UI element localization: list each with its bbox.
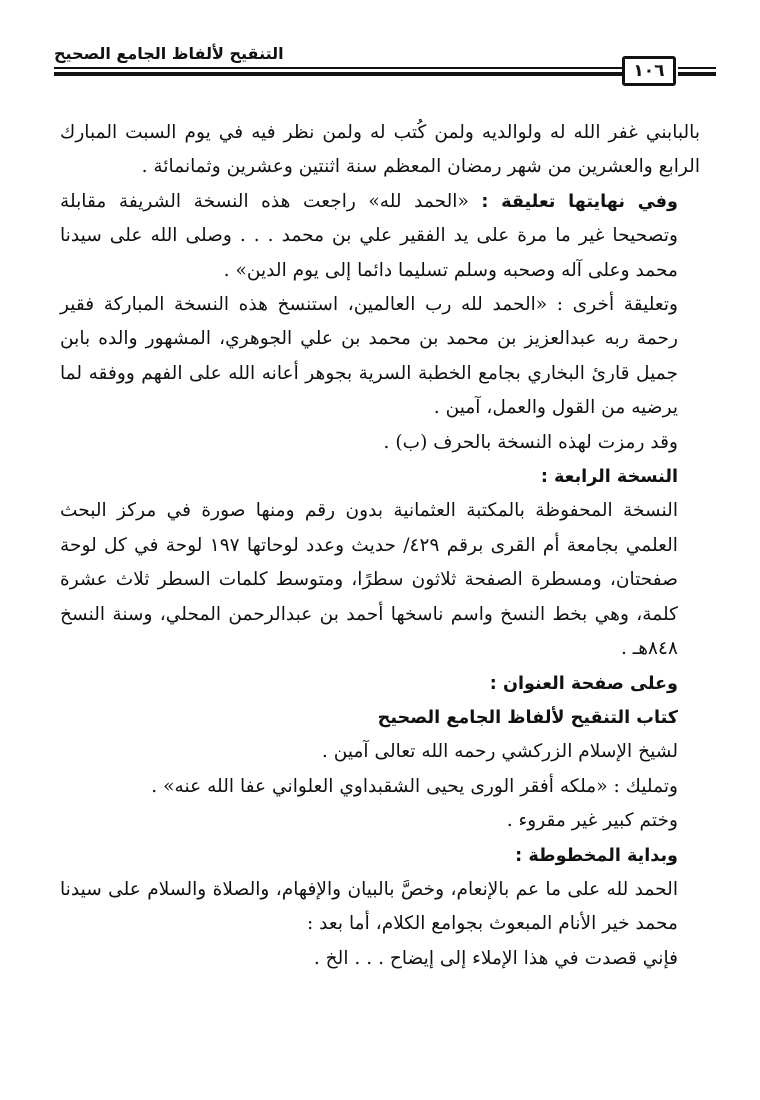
annotation-lead: وفي نهايتها تعليقة :: [481, 191, 678, 212]
page-header: [54, 44, 716, 86]
paragraph-opening: الحمد لله على ما عم بالإنعام، وخصَّ بالبيان والإفهام، والصلاة والسلام على سيدنا محمد خير الأنام المبعوث بجوامع الكلام، أما بعد :: [60, 878, 678, 935]
heading-book-title: كتاب التنقيح لألفاظ الجامع الصحيح: [377, 707, 678, 728]
annotation-text: «الحمد لله» راجعت هذه النسخة الشريفة مقابلة وتصحيحا غير ما مرة على يد الفقير علي بن محمد . . . وصلى الله على سيدنا محمد وعلى آله وصحبه وسلم تسليما دائما إلى يوم الدين» .: [60, 190, 678, 281]
paragraph-second-annotation: وتعليقة أخرى : «الحمد لله رب العالمين، استنسخ هذه النسخة المباركة فقير رحمة ربه عبدالعزيز بن محمد بن محمد بن علي الجوهري، المشهور والده بابن جميل قارئ البخاري بجامع الخطبة السرية بجوهر أعانه الله على الفهم ووفقه لما يرضيه من القول والعمل، آمين .: [60, 294, 678, 419]
paragraph-fourth-copy: النسخة المحفوظة بالمكتبة العثمانية بدون رقم ومنها صورة في مركز البحث العلمي بجامعة أم القرى برقم ٤٢٩/ حديث وعدد لوحاتها ١٩٧ لوحة في كل لوحة صفحتان، ومسطرة الصفحة ثلاثون سطرًا، ومتوسط كلمات السطر ثلاث عشرة كلمة، وهي بخط النسخ واسم ناسخها أحمد بن عبدالرحمن المحلي، وسنة النسخ ٨٤٨هـ .: [60, 500, 678, 660]
paragraph-annotation: [60, 185, 700, 288]
header-rule-right-thick: [678, 72, 716, 76]
header-rule-right-thin: [678, 67, 716, 69]
paragraph-colophon: بالبابني غفر الله له ولوالديه ولمن كُتب له ولمن نظر فيه في يوم السبت المبارك الرابع والعشرين من شهر رمضان المعظم سنة اثنتين وعشرين وثمانمائة .: [60, 122, 700, 178]
paragraph-author: لشيخ الإسلام الزركشي رحمه الله تعالى آمين .: [321, 741, 678, 763]
header-rule-thin: [54, 67, 624, 69]
paragraph-ownership: وتمليك : «ملكه أفقر الورى يحيى الشقبداوي العلواني عفا الله عنه» .: [151, 775, 678, 797]
running-title: التنقيح لألفاظ الجامع الصحيح: [54, 44, 284, 63]
paragraph-symbol-note: وقد رمزت لهذه النسخة بالحرف (ب) .: [383, 431, 678, 453]
heading-fourth-copy: النسخة الرابعة :: [540, 467, 678, 488]
header-rule-thick: [54, 72, 624, 76]
page-body: [60, 116, 700, 976]
paragraph-seal: وختم كبير غير مقروء .: [506, 810, 678, 832]
page-number: ١٠٦: [622, 56, 676, 86]
paragraph-continuation: فإني قصدت في هذا الإملاء إلى إيضاح . . . الخ .: [313, 947, 678, 969]
heading-title-page: وعلى صفحة العنوان :: [489, 673, 678, 694]
heading-manuscript-start: وبداية المخطوطة :: [515, 845, 678, 866]
